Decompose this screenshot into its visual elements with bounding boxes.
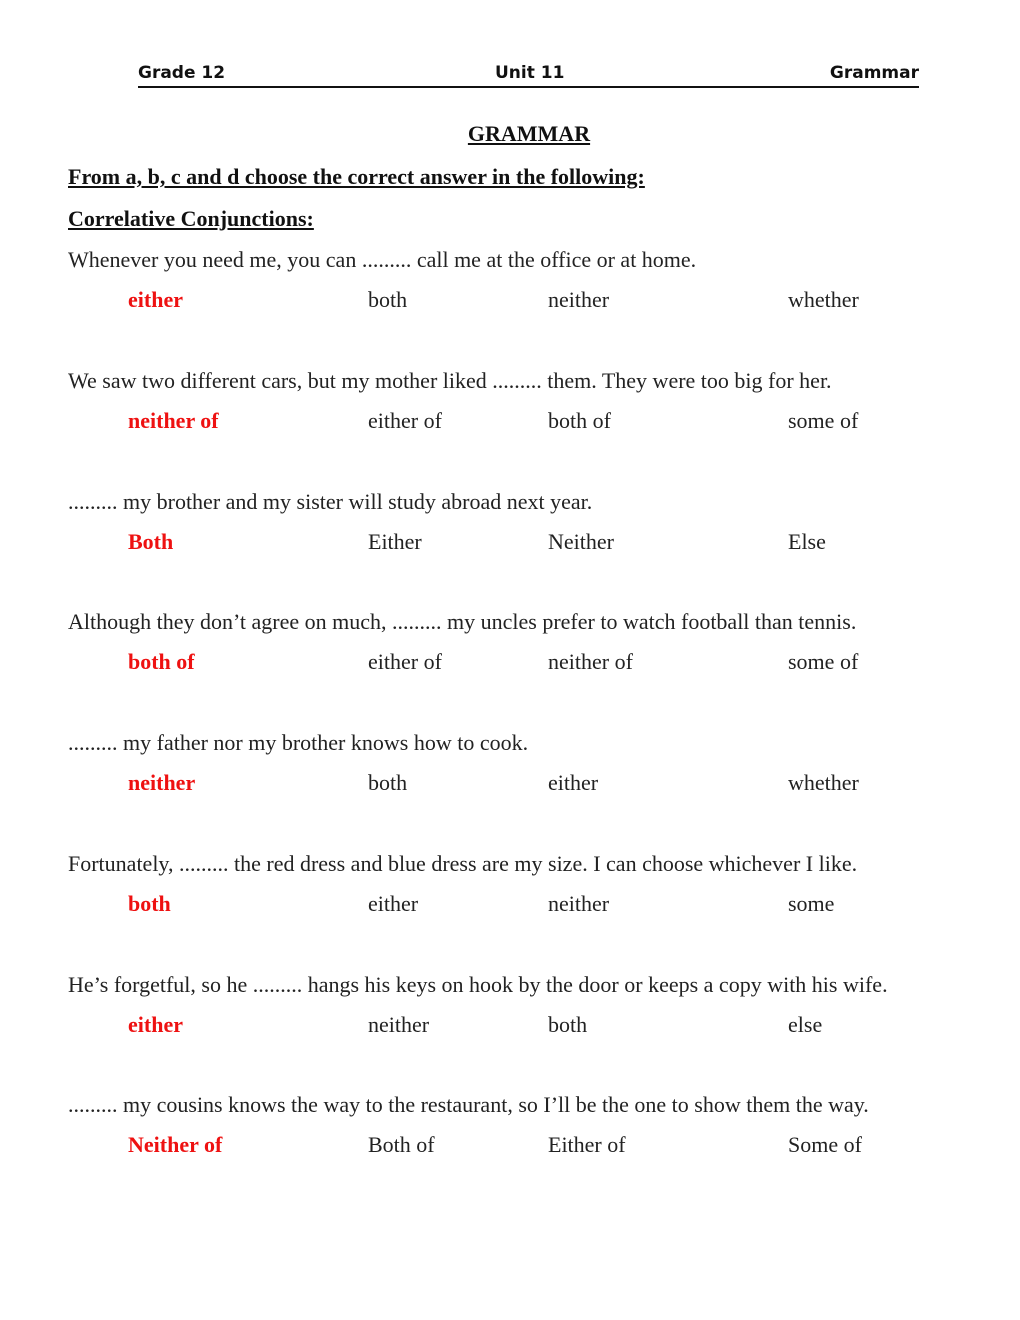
option-a-correct: Neither of [128,1132,223,1157]
option-b: both [368,770,408,795]
option-b: either of [368,408,442,433]
option-d: some of [788,649,859,674]
question-2 [0,368,1020,448]
option-a-correct: neither of [128,408,219,433]
option-d: Some of [788,1132,862,1157]
question-stem: Fortunately, ......... the red dress and blue dress are my size. I can choose whichever I like. [68,851,858,876]
question-stem: ......... my cousins knows the way to the restaurant, so I’ll be the one to show them the way. [68,1092,869,1117]
option-a-correct: neither [128,770,196,795]
option-a-correct: either [128,287,183,312]
question-5 [0,730,1020,810]
section-heading: Correlative Conjunctions: [68,206,314,231]
option-a-correct: both of [128,649,195,674]
question-8 [0,1092,1020,1172]
question-stem: We saw two different cars, but my mother liked ......... them. They were too big for her. [68,368,832,393]
option-c: both of [548,408,611,433]
option-c: neither [548,287,610,312]
option-d: else [788,1012,823,1037]
question-7 [0,972,1020,1052]
option-c: both [548,1012,588,1037]
option-c: Neither [548,529,614,554]
question-1 [0,247,1020,327]
question-stem: He’s forgetful, so he ......... hangs his keys on hook by the door or keeps a copy with his wife. [68,972,888,997]
question-stem: ......... my brother and my sister will study abroad next year. [68,489,593,514]
question-stem: Whenever you need me, you can ......... call me at the office or at home. [68,247,697,272]
option-a-correct: Both [128,529,174,554]
option-d: Else [788,529,826,554]
question-stem: Although they don’t agree on much, ......... my uncles prefer to watch football than tennis. [68,609,857,634]
question-3 [0,489,1020,569]
page-header [138,62,919,88]
option-c: neither [548,891,610,916]
option-c: Either of [548,1132,626,1157]
option-b: Both of [368,1132,435,1157]
option-d: some of [788,408,859,433]
option-c: neither of [548,649,633,674]
option-a-correct: both [128,891,171,916]
option-b: either [368,891,419,916]
header-unit: Unit 11 [495,63,565,83]
header-grade: Grade 12 [138,63,226,83]
question-4 [0,609,1020,689]
option-b: Either [368,529,422,554]
question-6 [0,851,1020,931]
option-b: neither [368,1012,430,1037]
option-d: whether [788,770,859,795]
instruction-heading: From a, b, c and d choose the correct answer in the following: [68,164,645,189]
option-d: whether [788,287,859,312]
question-stem: ......... my father nor my brother knows how to cook. [68,730,529,755]
header-subject: Grammar [829,63,919,83]
option-d: some [788,891,835,916]
page-title: GRAMMAR [467,121,591,146]
option-b: both [368,287,408,312]
option-c: either [548,770,599,795]
option-b: either of [368,649,442,674]
option-a-correct: either [128,1012,183,1037]
